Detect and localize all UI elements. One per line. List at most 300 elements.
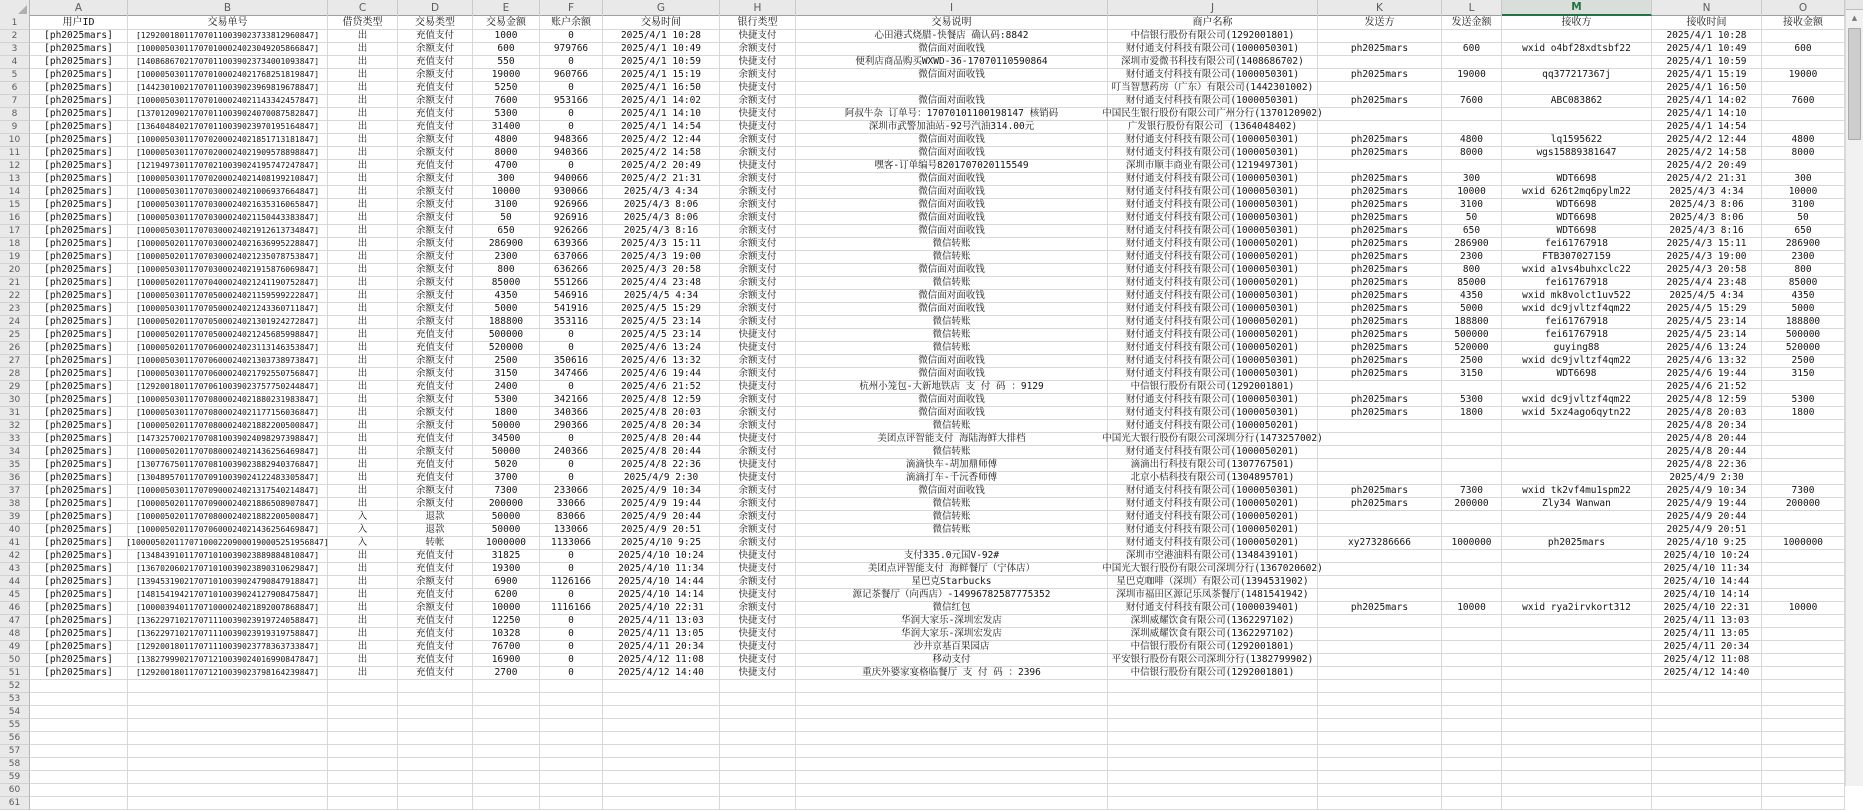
- cell-F26[interactable]: 0: [540, 342, 603, 355]
- cell-G59[interactable]: [603, 771, 720, 784]
- cell-K28[interactable]: ph2025mars: [1318, 368, 1442, 381]
- row-number[interactable]: 48: [0, 628, 30, 641]
- cell-K45[interactable]: [1318, 589, 1442, 602]
- cell-O60[interactable]: [1762, 784, 1845, 797]
- cell-N37[interactable]: 2025/4/9 10:34: [1652, 485, 1762, 498]
- cell-D42[interactable]: 充值支付: [398, 550, 473, 563]
- cell-D7[interactable]: 余额支付: [398, 95, 473, 108]
- cell-E17[interactable]: 650: [473, 225, 540, 238]
- cell-A61[interactable]: [30, 797, 128, 810]
- cell-C39[interactable]: 入: [328, 511, 398, 524]
- cell-K59[interactable]: [1318, 771, 1442, 784]
- cell-C6[interactable]: 出: [328, 82, 398, 95]
- cell-F49[interactable]: 0: [540, 641, 603, 654]
- cell-F58[interactable]: [540, 758, 603, 771]
- cell-I9[interactable]: 深圳市武警加油站-92号汽油314.00元: [796, 121, 1108, 134]
- cell-A48[interactable]: [ph2025mars]: [30, 628, 128, 641]
- cell-C51[interactable]: 出: [328, 667, 398, 680]
- cell-A2[interactable]: [ph2025mars]: [30, 30, 128, 43]
- cell-M26[interactable]: guying88: [1502, 342, 1652, 355]
- cell-C32[interactable]: 出: [328, 420, 398, 433]
- cell-N47[interactable]: 2025/4/11 13:03: [1652, 615, 1762, 628]
- cell-K12[interactable]: [1318, 160, 1442, 173]
- cell-J4[interactable]: 深圳市爱微书科技有限公司(1408686702): [1108, 56, 1318, 69]
- cell-C36[interactable]: 出: [328, 472, 398, 485]
- cell-K11[interactable]: ph2025mars: [1318, 147, 1442, 160]
- cell-G40[interactable]: 2025/4/9 20:51: [603, 524, 720, 537]
- cell-H5[interactable]: 余额支付: [720, 69, 796, 82]
- cell-B13[interactable]: [100005030117070200024021408199210847]: [128, 173, 328, 186]
- cell-K48[interactable]: [1318, 628, 1442, 641]
- cell-F3[interactable]: 979766: [540, 43, 603, 56]
- cell-F39[interactable]: 83066: [540, 511, 603, 524]
- cell-D53[interactable]: [398, 693, 473, 706]
- cell-M20[interactable]: wxid a1vs4buhxclc22: [1502, 264, 1652, 277]
- cell-B47[interactable]: [136229710217071110039023919724058847]: [128, 615, 328, 628]
- cell-L25[interactable]: 500000: [1442, 329, 1502, 342]
- cell-K55[interactable]: [1318, 719, 1442, 732]
- cell-L48[interactable]: [1442, 628, 1502, 641]
- cell-C33[interactable]: 出: [328, 433, 398, 446]
- cell-M46[interactable]: wxid rya2irvkort312: [1502, 602, 1652, 615]
- cell-L31[interactable]: 1800: [1442, 407, 1502, 420]
- cell-I1[interactable]: 交易说明: [796, 16, 1108, 30]
- cell-D52[interactable]: [398, 680, 473, 693]
- cell-M48[interactable]: [1502, 628, 1652, 641]
- row-number[interactable]: 28: [0, 368, 30, 381]
- cell-G53[interactable]: [603, 693, 720, 706]
- cell-G60[interactable]: [603, 784, 720, 797]
- cell-C24[interactable]: 出: [328, 316, 398, 329]
- cell-F17[interactable]: 926266: [540, 225, 603, 238]
- cell-M22[interactable]: wxid mk8volct1uv522: [1502, 290, 1652, 303]
- cell-I28[interactable]: 微信面对面收钱: [796, 368, 1108, 381]
- cell-E57[interactable]: [473, 745, 540, 758]
- cell-M5[interactable]: qq377217367j: [1502, 69, 1652, 82]
- cell-L28[interactable]: 3150: [1442, 368, 1502, 381]
- cell-K57[interactable]: [1318, 745, 1442, 758]
- cell-M47[interactable]: [1502, 615, 1652, 628]
- cell-A23[interactable]: [ph2025mars]: [30, 303, 128, 316]
- cell-K14[interactable]: ph2025mars: [1318, 186, 1442, 199]
- cell-E52[interactable]: [473, 680, 540, 693]
- cell-L57[interactable]: [1442, 745, 1502, 758]
- cell-B60[interactable]: [128, 784, 328, 797]
- cell-J60[interactable]: [1108, 784, 1318, 797]
- cell-H54[interactable]: [720, 706, 796, 719]
- cell-L35[interactable]: [1442, 459, 1502, 472]
- cell-N29[interactable]: 2025/4/6 21:52: [1652, 381, 1762, 394]
- cell-L55[interactable]: [1442, 719, 1502, 732]
- cell-O58[interactable]: [1762, 758, 1845, 771]
- cell-E40[interactable]: 50000: [473, 524, 540, 537]
- cell-N22[interactable]: 2025/4/5 4:34: [1652, 290, 1762, 303]
- cell-L27[interactable]: 2500: [1442, 355, 1502, 368]
- cell-L29[interactable]: [1442, 381, 1502, 394]
- cell-J52[interactable]: [1108, 680, 1318, 693]
- column-header-B[interactable]: B: [128, 0, 328, 16]
- column-header-M[interactable]: M: [1502, 0, 1652, 16]
- cell-A55[interactable]: [30, 719, 128, 732]
- cell-O56[interactable]: [1762, 732, 1845, 745]
- cell-K52[interactable]: [1318, 680, 1442, 693]
- cell-M38[interactable]: Zly34 Wanwan: [1502, 498, 1652, 511]
- cell-O26[interactable]: 520000: [1762, 342, 1845, 355]
- cell-C58[interactable]: [328, 758, 398, 771]
- cell-E29[interactable]: 2400: [473, 381, 540, 394]
- cell-G24[interactable]: 2025/4/5 23:14: [603, 316, 720, 329]
- cell-B48[interactable]: [136229710217071110039023919319758847]: [128, 628, 328, 641]
- cell-C44[interactable]: 出: [328, 576, 398, 589]
- cell-H39[interactable]: 余额支付: [720, 511, 796, 524]
- cell-B35[interactable]: [130776750117070810039023882940376847]: [128, 459, 328, 472]
- cell-A21[interactable]: [ph2025mars]: [30, 277, 128, 290]
- cell-F37[interactable]: 233066: [540, 485, 603, 498]
- cell-M44[interactable]: [1502, 576, 1652, 589]
- cell-G33[interactable]: 2025/4/8 20:44: [603, 433, 720, 446]
- cell-O22[interactable]: 4350: [1762, 290, 1845, 303]
- cell-J36[interactable]: 北京小桔科技有限公司(1304895701): [1108, 472, 1318, 485]
- row-number[interactable]: 54: [0, 706, 30, 719]
- cell-I14[interactable]: 微信面对面收钱: [796, 186, 1108, 199]
- cell-K32[interactable]: [1318, 420, 1442, 433]
- cell-N10[interactable]: 2025/4/2 12:44: [1652, 134, 1762, 147]
- cell-M50[interactable]: [1502, 654, 1652, 667]
- cell-G55[interactable]: [603, 719, 720, 732]
- cell-O43[interactable]: [1762, 563, 1845, 576]
- cell-J17[interactable]: 财付通支付科技有限公司(1000050301): [1108, 225, 1318, 238]
- cell-H28[interactable]: 余额支付: [720, 368, 796, 381]
- cell-F40[interactable]: 133066: [540, 524, 603, 537]
- cell-M13[interactable]: WDT6698: [1502, 173, 1652, 186]
- cell-D48[interactable]: 充值支付: [398, 628, 473, 641]
- row-number[interactable]: 52: [0, 680, 30, 693]
- cell-I7[interactable]: 微信面对面收钱: [796, 95, 1108, 108]
- row-number[interactable]: 42: [0, 550, 30, 563]
- cell-G8[interactable]: 2025/4/1 14:10: [603, 108, 720, 121]
- cell-I32[interactable]: 微信转账: [796, 420, 1108, 433]
- cell-N61[interactable]: [1652, 797, 1762, 810]
- cell-I21[interactable]: 微信转账: [796, 277, 1108, 290]
- cell-L17[interactable]: 650: [1442, 225, 1502, 238]
- cell-C34[interactable]: 出: [328, 446, 398, 459]
- row-number[interactable]: 8: [0, 108, 30, 121]
- cell-O35[interactable]: [1762, 459, 1845, 472]
- cell-C57[interactable]: [328, 745, 398, 758]
- cell-E32[interactable]: 50000: [473, 420, 540, 433]
- cell-E3[interactable]: 600: [473, 43, 540, 56]
- cell-G57[interactable]: [603, 745, 720, 758]
- cell-A58[interactable]: [30, 758, 128, 771]
- cell-A29[interactable]: [ph2025mars]: [30, 381, 128, 394]
- cell-M25[interactable]: fei61767918: [1502, 329, 1652, 342]
- cell-F57[interactable]: [540, 745, 603, 758]
- cell-K6[interactable]: [1318, 82, 1442, 95]
- cell-O31[interactable]: 1800: [1762, 407, 1845, 420]
- cell-K1[interactable]: 发送方: [1318, 16, 1442, 30]
- cell-C7[interactable]: 出: [328, 95, 398, 108]
- cell-H50[interactable]: 快捷支付: [720, 654, 796, 667]
- cell-L3[interactable]: 600: [1442, 43, 1502, 56]
- cell-E16[interactable]: 50: [473, 212, 540, 225]
- cell-E26[interactable]: 520000: [473, 342, 540, 355]
- cell-N24[interactable]: 2025/4/5 23:14: [1652, 316, 1762, 329]
- cell-A4[interactable]: [ph2025mars]: [30, 56, 128, 69]
- cell-M3[interactable]: wxid o4bf28xdtsbf22: [1502, 43, 1652, 56]
- cell-D12[interactable]: 充值支付: [398, 160, 473, 173]
- cell-H12[interactable]: 快捷支付: [720, 160, 796, 173]
- cell-L36[interactable]: [1442, 472, 1502, 485]
- cell-L40[interactable]: [1442, 524, 1502, 537]
- cell-N15[interactable]: 2025/4/3 8:06: [1652, 199, 1762, 212]
- cell-H35[interactable]: 快捷支付: [720, 459, 796, 472]
- cell-I25[interactable]: 微信转账: [796, 329, 1108, 342]
- cell-E38[interactable]: 200000: [473, 498, 540, 511]
- cell-D32[interactable]: 余额支付: [398, 420, 473, 433]
- cell-C8[interactable]: 出: [328, 108, 398, 121]
- cell-N54[interactable]: [1652, 706, 1762, 719]
- cell-A3[interactable]: [ph2025mars]: [30, 43, 128, 56]
- cell-N16[interactable]: 2025/4/3 8:06: [1652, 212, 1762, 225]
- cell-M8[interactable]: [1502, 108, 1652, 121]
- row-number[interactable]: 46: [0, 602, 30, 615]
- cell-M58[interactable]: [1502, 758, 1652, 771]
- cell-N19[interactable]: 2025/4/3 19:00: [1652, 251, 1762, 264]
- cell-I3[interactable]: 微信面对面收钱: [796, 43, 1108, 56]
- row-number[interactable]: 61: [0, 797, 30, 810]
- cell-K58[interactable]: [1318, 758, 1442, 771]
- cell-E56[interactable]: [473, 732, 540, 745]
- cell-I43[interactable]: 美团点评智能支付 海鲜餐厅（宁体店）: [796, 563, 1108, 576]
- cell-B54[interactable]: [128, 706, 328, 719]
- cell-N51[interactable]: 2025/4/12 14:40: [1652, 667, 1762, 680]
- cell-O52[interactable]: [1762, 680, 1845, 693]
- cell-G36[interactable]: 2025/4/9 2:30: [603, 472, 720, 485]
- cell-H18[interactable]: 余额支付: [720, 238, 796, 251]
- cell-K4[interactable]: [1318, 56, 1442, 69]
- cell-F30[interactable]: 342166: [540, 394, 603, 407]
- cell-D55[interactable]: [398, 719, 473, 732]
- cell-G18[interactable]: 2025/4/3 15:11: [603, 238, 720, 251]
- cell-J56[interactable]: [1108, 732, 1318, 745]
- cell-K13[interactable]: ph2025mars: [1318, 173, 1442, 186]
- column-header-C[interactable]: C: [328, 0, 398, 16]
- cell-E24[interactable]: 188800: [473, 316, 540, 329]
- cell-B30[interactable]: [100005030117070800024021880231983847]: [128, 394, 328, 407]
- cell-D41[interactable]: 转帐: [398, 537, 473, 550]
- row-number[interactable]: 57: [0, 745, 30, 758]
- cell-L45[interactable]: [1442, 589, 1502, 602]
- cell-H3[interactable]: 余额支付: [720, 43, 796, 56]
- cell-H30[interactable]: 余额支付: [720, 394, 796, 407]
- row-number[interactable]: 25: [0, 329, 30, 342]
- cell-G29[interactable]: 2025/4/6 21:52: [603, 381, 720, 394]
- cell-J42[interactable]: 深圳市空港油料有限公司(1348439101): [1108, 550, 1318, 563]
- cell-F35[interactable]: 0: [540, 459, 603, 472]
- cell-H22[interactable]: 余额支付: [720, 290, 796, 303]
- cell-L11[interactable]: 8000: [1442, 147, 1502, 160]
- row-number[interactable]: 12: [0, 160, 30, 173]
- cell-N30[interactable]: 2025/4/8 12:59: [1652, 394, 1762, 407]
- cell-J54[interactable]: [1108, 706, 1318, 719]
- row-number[interactable]: 35: [0, 459, 30, 472]
- cell-H57[interactable]: [720, 745, 796, 758]
- cell-J34[interactable]: 财付通支付科技有限公司(1000050201): [1108, 446, 1318, 459]
- cell-H56[interactable]: [720, 732, 796, 745]
- cell-G11[interactable]: 2025/4/2 14:58: [603, 147, 720, 160]
- cell-D10[interactable]: 余额支付: [398, 134, 473, 147]
- vertical-scrollbar[interactable]: [1845, 0, 1863, 786]
- cell-C42[interactable]: 出: [328, 550, 398, 563]
- cell-N5[interactable]: 2025/4/1 15:19: [1652, 69, 1762, 82]
- cell-C46[interactable]: 出: [328, 602, 398, 615]
- cell-I5[interactable]: 微信面对面收钱: [796, 69, 1108, 82]
- cell-I19[interactable]: 微信转账: [796, 251, 1108, 264]
- column-header-F[interactable]: F: [540, 0, 603, 16]
- cell-K24[interactable]: ph2025mars: [1318, 316, 1442, 329]
- cell-O1[interactable]: 接收金额: [1762, 16, 1845, 30]
- cell-G23[interactable]: 2025/4/5 15:29: [603, 303, 720, 316]
- cell-D57[interactable]: [398, 745, 473, 758]
- cell-O47[interactable]: [1762, 615, 1845, 628]
- cell-D8[interactable]: 充值支付: [398, 108, 473, 121]
- cell-D24[interactable]: 余额支付: [398, 316, 473, 329]
- cell-H37[interactable]: 余额支付: [720, 485, 796, 498]
- cell-F46[interactable]: 1116166: [540, 602, 603, 615]
- cell-A20[interactable]: [ph2025mars]: [30, 264, 128, 277]
- cell-D15[interactable]: 余额支付: [398, 199, 473, 212]
- cell-F38[interactable]: 33066: [540, 498, 603, 511]
- cell-B23[interactable]: [100005030117070500024021243360711847]: [128, 303, 328, 316]
- cell-D23[interactable]: 余额支付: [398, 303, 473, 316]
- cell-E14[interactable]: 10000: [473, 186, 540, 199]
- cell-N13[interactable]: 2025/4/2 21:31: [1652, 173, 1762, 186]
- cell-A10[interactable]: [ph2025mars]: [30, 134, 128, 147]
- cell-F45[interactable]: 0: [540, 589, 603, 602]
- cell-K42[interactable]: [1318, 550, 1442, 563]
- cell-C47[interactable]: 出: [328, 615, 398, 628]
- cell-N14[interactable]: 2025/4/3 4:34: [1652, 186, 1762, 199]
- cell-H51[interactable]: 快捷支付: [720, 667, 796, 680]
- cell-F48[interactable]: 0: [540, 628, 603, 641]
- cell-F24[interactable]: 353116: [540, 316, 603, 329]
- cell-J23[interactable]: 财付通支付科技有限公司(1000050301): [1108, 303, 1318, 316]
- cell-H19[interactable]: 余额支付: [720, 251, 796, 264]
- cell-G35[interactable]: 2025/4/8 22:36: [603, 459, 720, 472]
- cell-I42[interactable]: 支付335.0元国V-92#: [796, 550, 1108, 563]
- cell-F28[interactable]: 347466: [540, 368, 603, 381]
- cell-F11[interactable]: 940366: [540, 147, 603, 160]
- cell-C49[interactable]: 出: [328, 641, 398, 654]
- row-number[interactable]: 17: [0, 225, 30, 238]
- cell-O20[interactable]: 800: [1762, 264, 1845, 277]
- cell-O6[interactable]: [1762, 82, 1845, 95]
- cell-M19[interactable]: FTB307027159: [1502, 251, 1652, 264]
- cell-F8[interactable]: 0: [540, 108, 603, 121]
- cell-J29[interactable]: 中信银行股份有限公司(1292001801): [1108, 381, 1318, 394]
- cell-D40[interactable]: 退款: [398, 524, 473, 537]
- cell-F33[interactable]: 0: [540, 433, 603, 446]
- cell-N3[interactable]: 2025/4/1 10:49: [1652, 43, 1762, 56]
- cell-D37[interactable]: 余额支付: [398, 485, 473, 498]
- cell-A60[interactable]: [30, 784, 128, 797]
- cell-D26[interactable]: 充值支付: [398, 342, 473, 355]
- cell-H25[interactable]: 快捷支付: [720, 329, 796, 342]
- cell-D6[interactable]: 充值支付: [398, 82, 473, 95]
- cell-K17[interactable]: ph2025mars: [1318, 225, 1442, 238]
- cell-L61[interactable]: [1442, 797, 1502, 810]
- column-header-J[interactable]: J: [1108, 0, 1318, 16]
- cell-M40[interactable]: [1502, 524, 1652, 537]
- cell-A42[interactable]: [ph2025mars]: [30, 550, 128, 563]
- cell-M52[interactable]: [1502, 680, 1652, 693]
- cell-M10[interactable]: lq1595622: [1502, 134, 1652, 147]
- cell-O36[interactable]: [1762, 472, 1845, 485]
- cell-D39[interactable]: 退款: [398, 511, 473, 524]
- cell-A46[interactable]: [ph2025mars]: [30, 602, 128, 615]
- cell-A36[interactable]: [ph2025mars]: [30, 472, 128, 485]
- cell-J28[interactable]: 财付通支付科技有限公司(1000050301): [1108, 368, 1318, 381]
- cell-L13[interactable]: 300: [1442, 173, 1502, 186]
- cell-F44[interactable]: 1126166: [540, 576, 603, 589]
- cell-F6[interactable]: 0: [540, 82, 603, 95]
- cell-L1[interactable]: 发送金额: [1442, 16, 1502, 30]
- cell-L22[interactable]: 4350: [1442, 290, 1502, 303]
- row-number[interactable]: 27: [0, 355, 30, 368]
- cell-L21[interactable]: 85000: [1442, 277, 1502, 290]
- cell-E27[interactable]: 2500: [473, 355, 540, 368]
- cell-D13[interactable]: 余额支付: [398, 173, 473, 186]
- cell-A13[interactable]: [ph2025mars]: [30, 173, 128, 186]
- cell-F55[interactable]: [540, 719, 603, 732]
- cell-I30[interactable]: 微信面对面收钱: [796, 394, 1108, 407]
- cell-N23[interactable]: 2025/4/5 15:29: [1652, 303, 1762, 316]
- cell-M9[interactable]: [1502, 121, 1652, 134]
- cell-E15[interactable]: 3100: [473, 199, 540, 212]
- cell-F15[interactable]: 926966: [540, 199, 603, 212]
- cell-L33[interactable]: [1442, 433, 1502, 446]
- cell-K33[interactable]: [1318, 433, 1442, 446]
- cell-B29[interactable]: [129200180117070610039023757750244847]: [128, 381, 328, 394]
- cell-I59[interactable]: [796, 771, 1108, 784]
- cell-J51[interactable]: 中信银行股份有限公司(1292001801): [1108, 667, 1318, 680]
- cell-J14[interactable]: 财付通支付科技有限公司(1000050301): [1108, 186, 1318, 199]
- cell-M17[interactable]: WDT6698: [1502, 225, 1652, 238]
- cell-D21[interactable]: 余额支付: [398, 277, 473, 290]
- cell-G48[interactable]: 2025/4/11 13:05: [603, 628, 720, 641]
- cell-O53[interactable]: [1762, 693, 1845, 706]
- cell-J13[interactable]: 财付通支付科技有限公司(1000050301): [1108, 173, 1318, 186]
- cell-G45[interactable]: 2025/4/10 14:14: [603, 589, 720, 602]
- row-number[interactable]: 55: [0, 719, 30, 732]
- cell-G3[interactable]: 2025/4/1 10:49: [603, 43, 720, 56]
- cell-M18[interactable]: fei61767918: [1502, 238, 1652, 251]
- cell-B59[interactable]: [128, 771, 328, 784]
- row-number[interactable]: 2: [0, 30, 30, 43]
- cell-J31[interactable]: 财付通支付科技有限公司(1000050301): [1108, 407, 1318, 420]
- cell-G28[interactable]: 2025/4/6 19:44: [603, 368, 720, 381]
- cell-L2[interactable]: [1442, 30, 1502, 43]
- cell-E54[interactable]: [473, 706, 540, 719]
- cell-B4[interactable]: [140868670217070110039023734001093847]: [128, 56, 328, 69]
- cell-H61[interactable]: [720, 797, 796, 810]
- cell-J45[interactable]: 深圳市福田区源记乐凤茶餐厅(1481541942): [1108, 589, 1318, 602]
- cell-J44[interactable]: 星巴克咖啡（深圳）有限公司(1394531902): [1108, 576, 1318, 589]
- row-number[interactable]: 45: [0, 589, 30, 602]
- cell-C2[interactable]: 出: [328, 30, 398, 43]
- cell-F20[interactable]: 636266: [540, 264, 603, 277]
- cell-O30[interactable]: 5300: [1762, 394, 1845, 407]
